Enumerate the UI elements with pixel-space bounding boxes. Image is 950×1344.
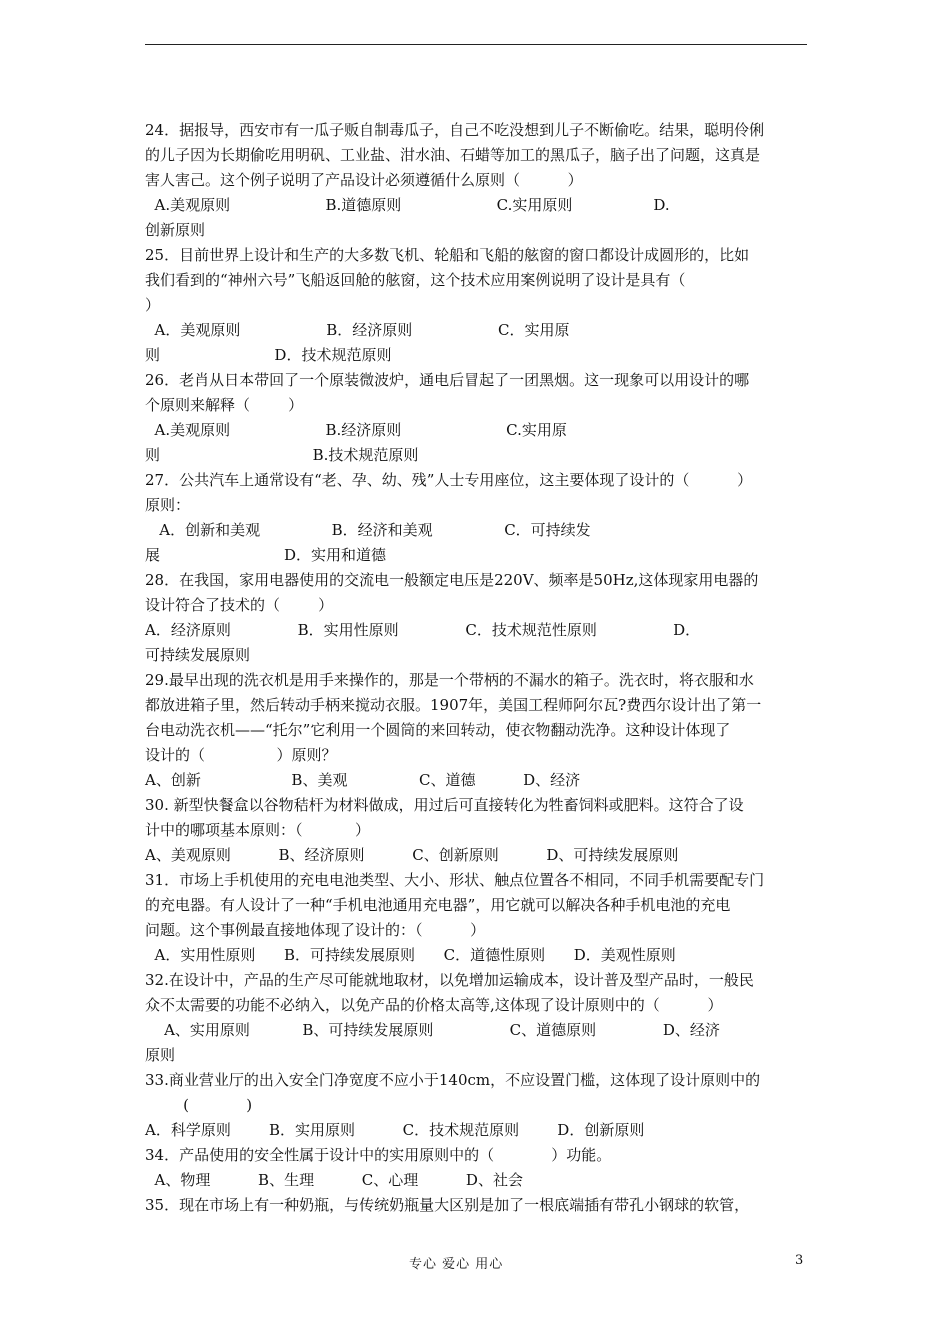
page-number: 3 xyxy=(795,1253,804,1268)
text-line: A．创新和美观 B．经济和美观 C．可持续发 xyxy=(145,521,591,539)
text-line: 28．在我国，家用电器使用的交流电一般额定电压是220V、频率是50Hz,这体现家用电器的 xyxy=(145,571,759,589)
footer-motto: 专心 爱心 用心 xyxy=(409,1257,504,1272)
text-line: 的充电器。有人设计了一种“手机电池通用充电器”，用它就可以解决各种手机电池的充电 xyxy=(145,896,731,914)
text-line: 我们看到的“神州六号”飞船返回舱的舷窗，这个技术应用案例说明了设计是具有（ xyxy=(145,271,686,289)
text-line: A、实用原则 B、可持续发展原则 C、道德原则 D、经济 xyxy=(145,1021,720,1039)
text-line: ( ) xyxy=(145,1096,253,1114)
header-rule xyxy=(145,44,807,45)
text-line: 31．市场上手机使用的充电电池类型、大小、形状、触点位置各不相同，不同手机需要配专门 xyxy=(145,871,765,889)
text-line: 则 B.技术规范原则 xyxy=(145,446,419,464)
text-line: 设计的（ ）原则？ xyxy=(145,746,337,764)
text-line: 计中的哪项基本原则：（ ） xyxy=(145,821,370,839)
text-line: A、创新 B、美观 C、道德 D、经济 xyxy=(145,771,581,789)
text-line: 26．老肖从日本带回了一个原装微波炉，通电后冒起了一团黑烟。这一现象可以用设计的哪 xyxy=(145,371,750,389)
text-line: 35．现在市场上有一种奶瓶，与传统奶瓶量大区别是加了一根底端插有带孔小钢球的软管， xyxy=(145,1196,750,1214)
text-line: A．美观原则 B．经济原则 C．实用原 xyxy=(145,321,570,339)
question-list xyxy=(145,118,807,1218)
text-line: 原则： xyxy=(145,496,191,514)
text-line: 众不太需要的功能不必纳入，以免产品的价格太高等,这体现了设计原则中的（ ） xyxy=(145,996,723,1014)
text-line: 个原则来解释（ ） xyxy=(145,396,304,414)
text-line: A．经济原则 B．实用性原则 C．技术规范性原则 D． xyxy=(145,621,701,639)
text-line: A、物理 B、生理 C、心理 D、社会 xyxy=(145,1171,523,1189)
text-line: A.美观原则 B.道德原则 C.实用原则 D. xyxy=(145,196,670,214)
page-footer xyxy=(0,1253,950,1277)
text-line: A、美观原则 B、经济原则 C、创新原则 D、可持续发展原则 xyxy=(145,846,679,864)
text-line: 27．公共汽车上通常设有“老、孕、幼、残”人士专用座位，这主要体现了设计的（ ） xyxy=(145,471,753,489)
text-line: 创新原则 xyxy=(145,221,206,239)
text-line: 的儿子因为长期偷吃用明矾、工业盐、泔水油、石蜡等加工的黑瓜子，脑子出了问题，这真是 xyxy=(145,146,761,164)
text-line: 可持续发展原则 xyxy=(145,646,251,664)
text-line: 害人害己。这个例子说明了产品设计必须遵循什么原则（ ） xyxy=(145,171,583,189)
text-line: 24．据报导，西安市有一瓜子贩自制毒瓜子，自己不吃没想到儿子不断偷吃。结果，聪明伶俐 xyxy=(145,121,765,139)
text-line: 34．产品使用的安全性属于设计中的实用原则中的（ ）功能。 xyxy=(145,1146,612,1164)
text-line: A．实用性原则 B．可持续发展原则 C．道德性原则 D．美观性原则 xyxy=(145,946,676,964)
text-line: 设计符合了技术的（ ） xyxy=(145,596,334,614)
text-line: 29.最早出现的洗衣机是用手来操作的，那是一个带柄的不漏水的箱子。洗衣时，将衣服和水 xyxy=(145,671,754,689)
text-line: 问题。这个事例最直接地体现了设计的：（ ） xyxy=(145,921,486,939)
text-line: ） xyxy=(145,296,161,314)
text-line: 原则 xyxy=(145,1046,176,1064)
text-line: 都放进箱子里，然后转动手柄来搅动衣服。1907年，美国工程师阿尔瓦?费西尔设计出了第一 xyxy=(145,696,762,714)
text-line: 25．目前世界上设计和生产的大多数飞机、轮船和飞船的舷窗的窗口都设计成圆形的，比如 xyxy=(145,246,750,264)
text-line: 30. 新型快餐盒以谷物秸杆为材料做成，用过后可直接转化为牲畜饲料或肥料。这符合了设 xyxy=(145,796,744,814)
text-line: 则 D．技术规范原则 xyxy=(145,346,392,364)
text-line: A．科学原则 B．实用原则 C．技术规范原则 D．创新原则 xyxy=(145,1121,645,1139)
text-line: 台电动洗衣机——“托尔”它利用一个圆筒的来回转动，使衣物翻动洗净。这种设计体现了 xyxy=(145,721,731,739)
text-line: 32.在设计中，产品的生产尽可能就地取材，以免增加运输成本，设计普及型产品时，一般民 xyxy=(145,971,754,989)
text-line: 展 D．实用和道德 xyxy=(145,546,386,564)
text-line: A.美观原则 B.经济原则 C.实用原 xyxy=(145,421,567,439)
text-line: 33.商业营业厅的出入安全门净宽度不应小于140cm，不应设置门槛，这体现了设计原则中的 xyxy=(145,1071,761,1089)
